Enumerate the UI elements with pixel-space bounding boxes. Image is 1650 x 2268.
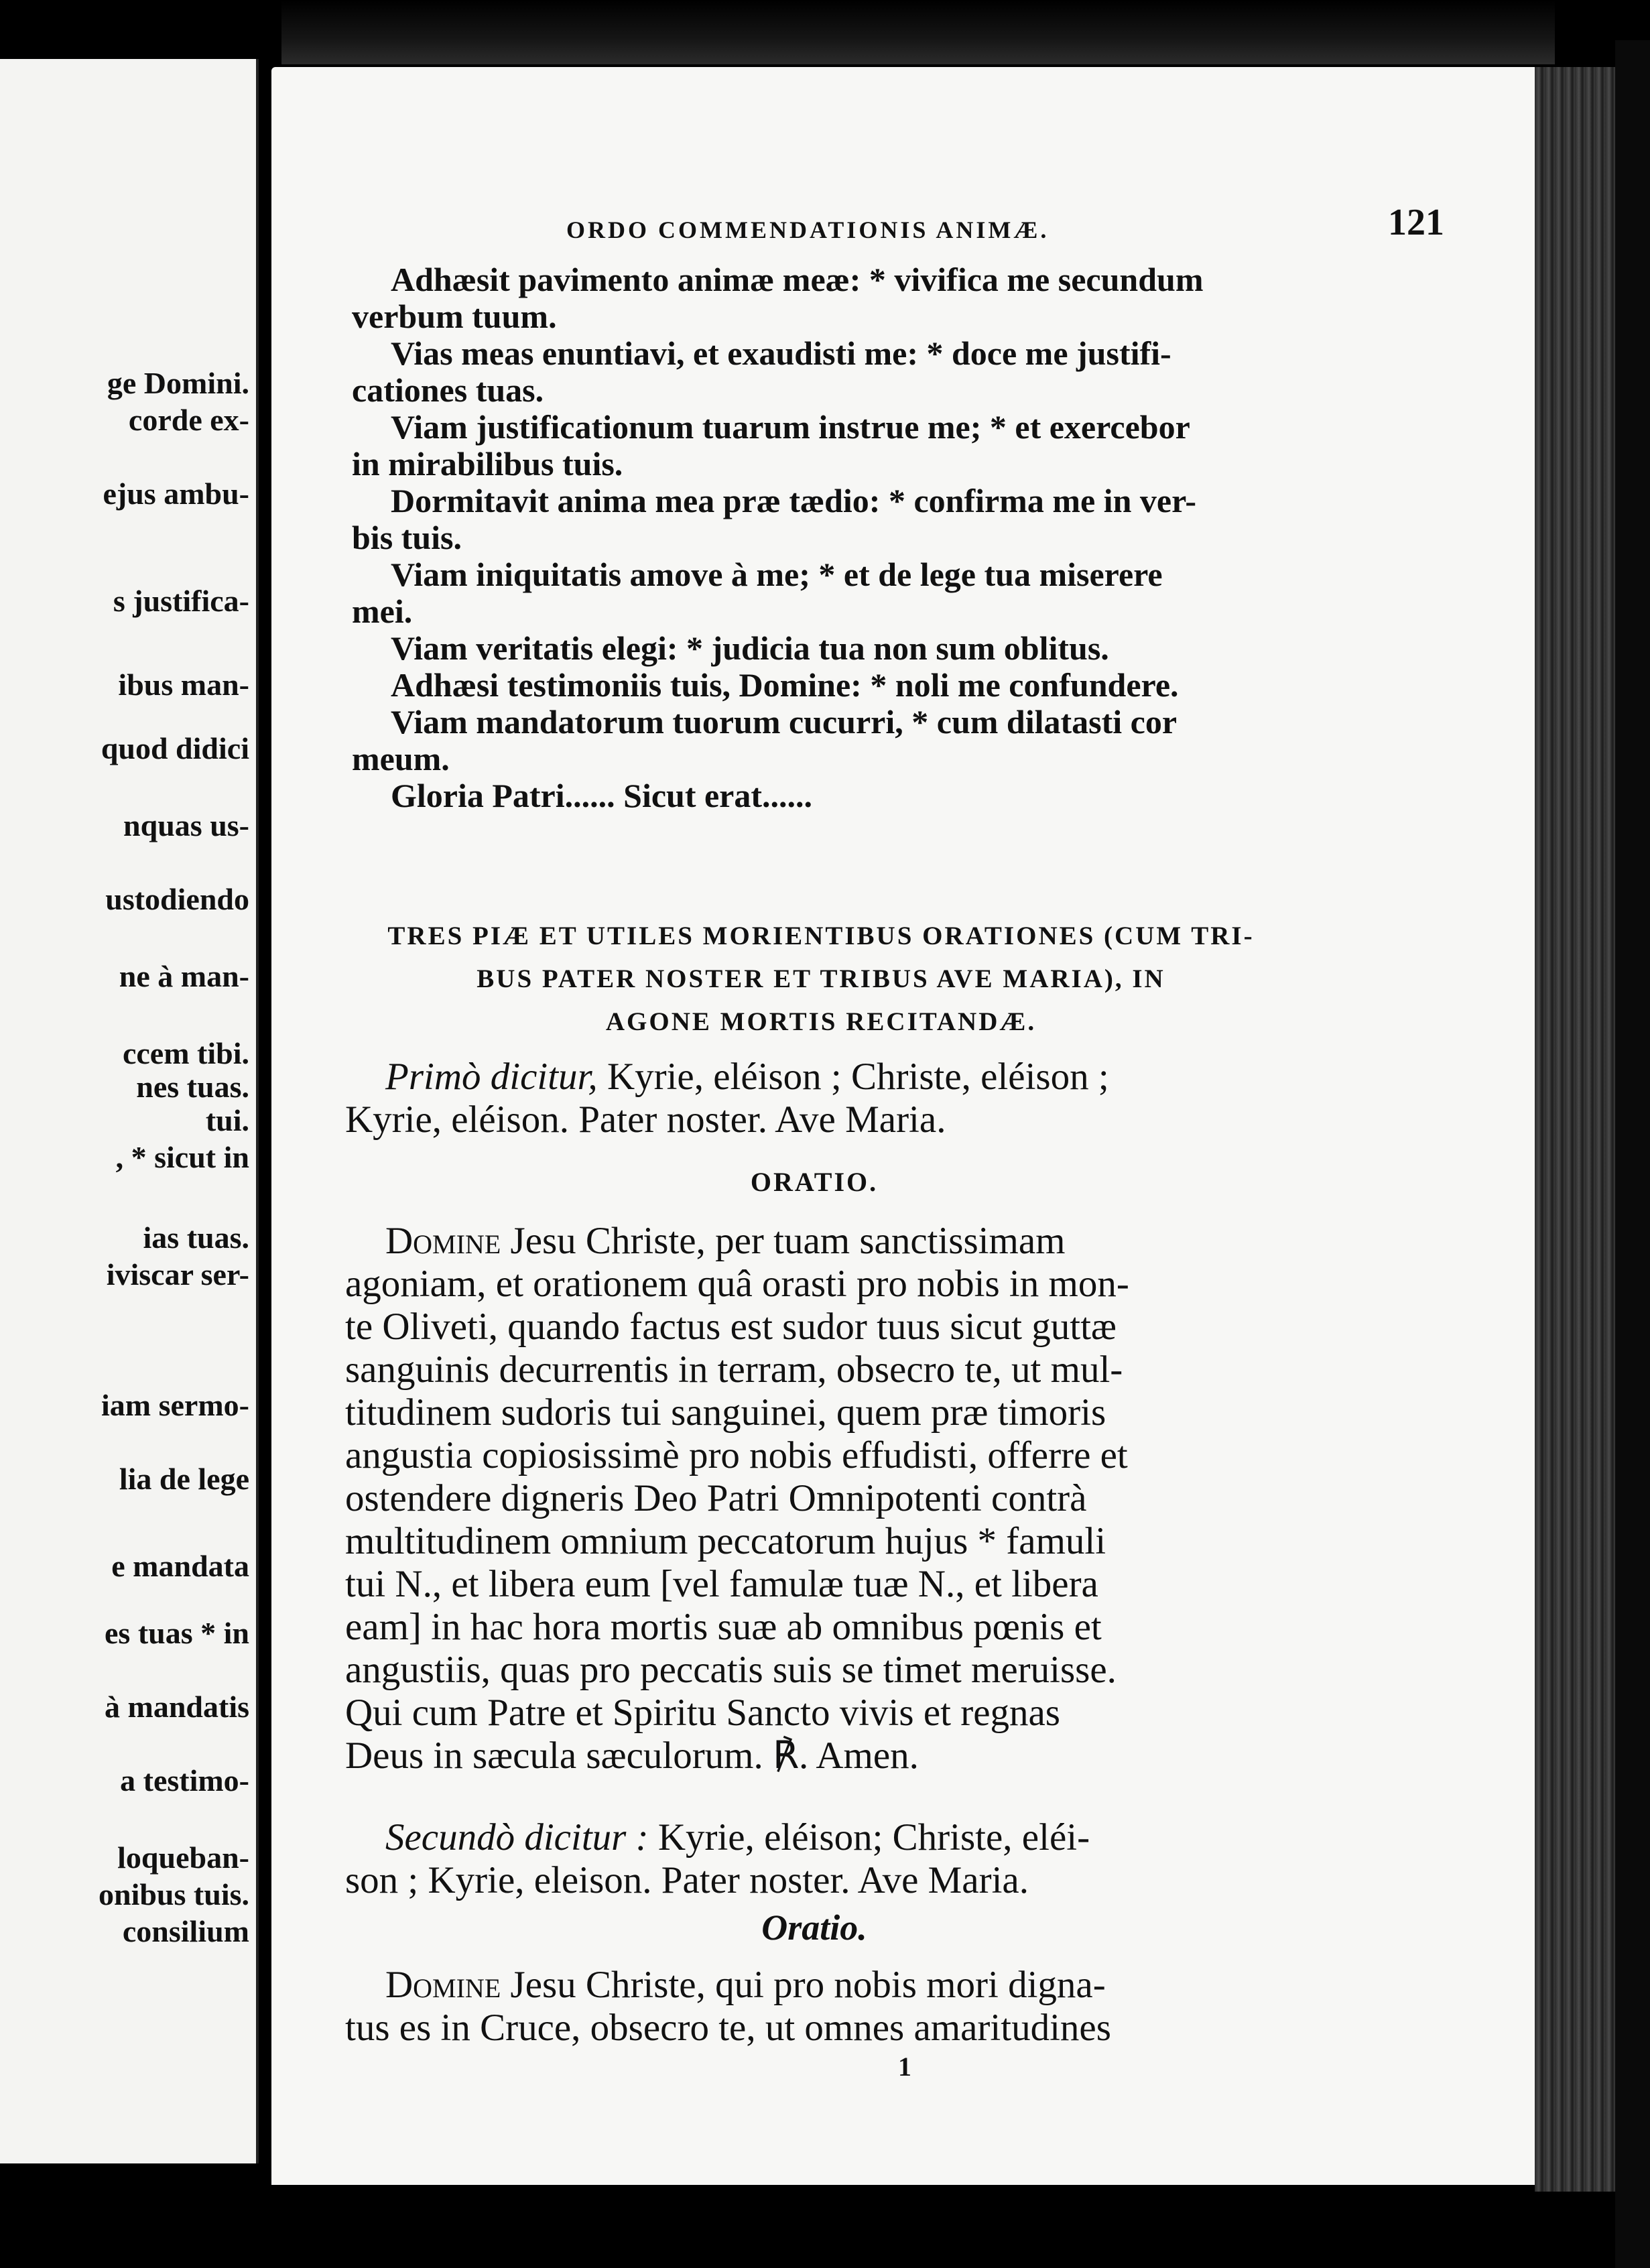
signature-mark: 1 [898, 2052, 911, 2082]
prayer2-line1: Jesu Christe, qui pro nobis mori digna- [501, 1964, 1106, 2006]
left-page-line: ustodiendo [105, 882, 249, 916]
left-page-line: ibus man- [118, 668, 249, 702]
section-title [352, 915, 1290, 1044]
book-page [271, 67, 1538, 2185]
left-page-line: corde ex- [128, 403, 249, 437]
left-page-line: lia de lege [119, 1462, 249, 1496]
left-page-line: ge Domini. [107, 366, 249, 400]
left-page-line: es tuas * in [105, 1616, 249, 1650]
prayer-two [345, 1964, 1283, 2050]
left-page-line: loqueban- [117, 1840, 249, 1875]
section-title-line: AGONE MORTIS RECITANDÆ. [605, 1007, 1037, 1036]
running-title: ORDO COMMENDATIONIS ANIMÆ. [566, 216, 1050, 243]
prayer-line: angustia copiosissimè pro nobis effudisti, offerre et [345, 1434, 1128, 1476]
psalm-line: cationes tuas. [352, 371, 544, 409]
left-page-line: s justifica- [113, 584, 249, 618]
psalm-line: in mirabilibus tuis. [352, 445, 623, 483]
prayer2-line2: tus es in Cruce, obsecro te, ut omnes amaritudines [345, 2007, 1111, 2049]
prayer-line: Deus in sæcula sæculorum. ℟. Amen. [345, 1735, 919, 1777]
left-page-line: quod didici [101, 731, 249, 765]
psalm-line: bis tuis. [352, 519, 462, 556]
rubric2-line2: son ; Kyrie, eleison. Pater noster. Ave Maria. [345, 1859, 1029, 1901]
prayer-first-word: Domine [385, 1220, 501, 1262]
prayer-line: multitudinem omnium peccatorum hujus * famuli [345, 1520, 1106, 1562]
prayer-line: angustiis, quas pro peccatis suis se timet meruisse. [345, 1649, 1117, 1691]
psalm-line: Adhæsit pavimento animæ meæ: * vivifica me secundum [391, 261, 1204, 298]
prayer-line: sanguinis decurrentis in terram, obsecro te, ut mul- [345, 1348, 1123, 1391]
left-page-line: iam sermo- [101, 1388, 249, 1422]
psalm-line: Viam justificationum tuarum instrue me; * et exercebor [391, 408, 1190, 446]
left-page-line: iviscar ser- [106, 1257, 249, 1292]
psalm-line: Viam iniquitatis amove à me; * et de lege tua miserere [391, 556, 1163, 593]
rubric-italic-2: Secundò dicitur : [385, 1816, 649, 1858]
psalm-line: Viam veritatis elegi: * judicia tua non sum oblitus. [391, 629, 1109, 667]
left-page-line: , * sicut in [115, 1140, 249, 1174]
psalm-line: Viam mandatorum tuorum cucurri, * cum dilatasti cor [391, 703, 1178, 741]
page-header [271, 201, 1538, 261]
left-page-line: nes tuas. [136, 1070, 249, 1104]
psalm-line: Vias meas enuntiavi, et exaudisti me: * doce me justifi- [391, 334, 1171, 372]
left-page-line: nquas us- [123, 808, 249, 842]
left-page-fragment [0, 59, 259, 2163]
psalm-line: Gloria Patri...... Sicut erat...... [391, 777, 813, 814]
prayer-line: agoniam, et orationem quâ orasti pro nobis in mon- [345, 1263, 1129, 1305]
psalm-line: Dormitavit anima mea præ tædio: * confirma me in ver- [391, 482, 1197, 519]
left-page-line: onibus tuis. [98, 1877, 249, 1911]
left-page-line: ccem tibi. [122, 1036, 249, 1070]
psalm-line: mei. [352, 592, 413, 630]
prayer-line: Qui cum Patre et Spiritu Sancto vivis et regnas [345, 1692, 1060, 1734]
psalm-line: Adhæsi testimoniis tuis, Domine: * noli me confundere. [391, 666, 1179, 704]
section-title-line: TRES PIÆ ET UTILES MORIENTIBUS ORATIONES (CUM TRI- [387, 922, 1255, 950]
page-number: 121 [1388, 202, 1444, 243]
left-page-line: ne à man- [119, 959, 249, 993]
prayer-line: titudinem sudoris tui sanguinei, quem præ timoris [345, 1391, 1106, 1434]
left-page-line: consilium [122, 1914, 249, 1948]
psalm-line: meum. [352, 740, 450, 777]
prayer2-first-word: Domine [385, 1964, 501, 2006]
prayer-one [345, 1220, 1283, 1777]
left-page-line: e mandata [111, 1549, 249, 1583]
left-page-line: ias tuas. [143, 1220, 249, 1255]
prayer-line: te Oliveti, quando factus est sudor tuus sicut guttæ [345, 1306, 1117, 1348]
psalm-text [352, 261, 1290, 814]
left-page-line: à mandatis [105, 1690, 249, 1724]
scan-right-border [1615, 40, 1650, 2268]
left-page-line: ejus ambu- [103, 477, 249, 511]
first-rubric [345, 1056, 1283, 1141]
rubric-italic: Primò dicitur, [385, 1056, 598, 1098]
prayer-line1: Jesu Christe, per tuam sanctissimam [501, 1220, 1066, 1262]
rubric-line1: Kyrie, eléison ; Christe, eléison ; [597, 1056, 1109, 1098]
page-edges [1535, 67, 1615, 2192]
scan-top-shadow [281, 0, 1555, 64]
prayer-line: eam] in hac hora mortis suæ ab omnibus pœnis et [345, 1606, 1102, 1648]
left-page-line: tui. [205, 1103, 249, 1137]
rubric-line2: Kyrie, eléison. Pater noster. Ave Maria. [345, 1098, 946, 1141]
rubric2-line1: Kyrie, eléison; Christe, eléi- [648, 1816, 1090, 1858]
left-page-line: a testimo- [120, 1763, 249, 1798]
psalm-line: verbum tuum. [352, 298, 557, 335]
second-rubric [345, 1816, 1283, 1902]
oratio-heading: ORATIO. [750, 1167, 879, 1197]
prayer-line: ostendere digneris Deo Patri Omnipotenti contrà [345, 1477, 1087, 1519]
prayer-line: tui N., et libera eum [vel famulæ tuæ N., et libera [345, 1563, 1098, 1605]
oratio-heading-italic: Oratio. [761, 1907, 867, 1948]
section-title-line: BUS PATER NOSTER ET TRIBUS AVE MARIA), IN [477, 964, 1165, 993]
